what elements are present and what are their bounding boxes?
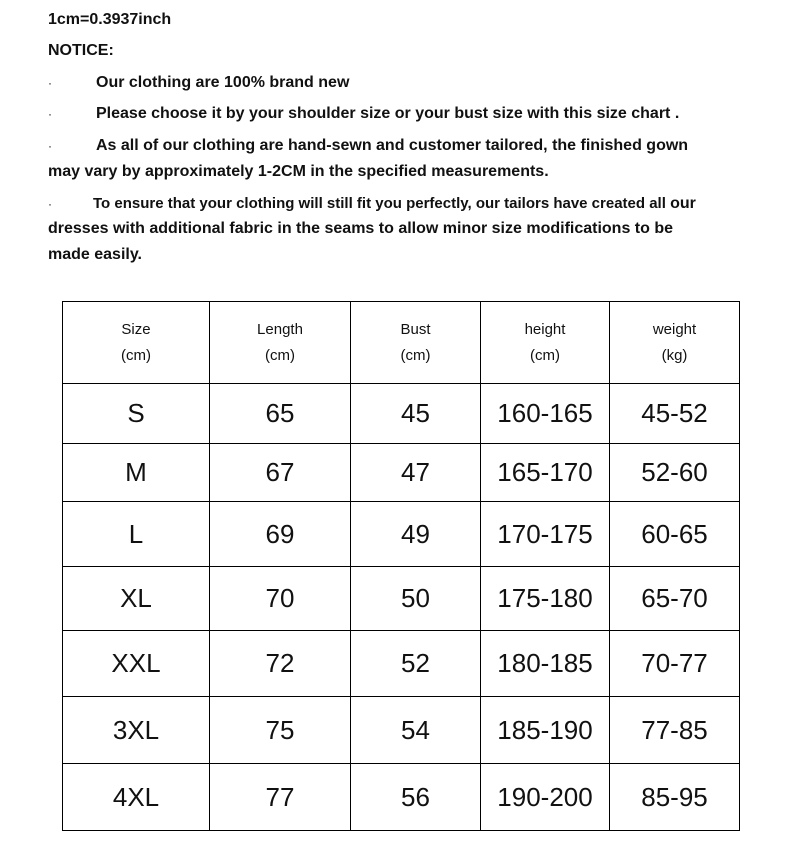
- cell-size: 3XL: [63, 697, 210, 764]
- notice-brand-new: Our clothing are 100% brand new: [96, 74, 350, 91]
- cell-size: M: [63, 444, 210, 502]
- notice-fit-line1-text: To ensure that your clothing will still fit you perfectly, our tailors have created all: [93, 195, 666, 212]
- cell-height: 170-175: [481, 502, 610, 567]
- notice-hand-sewn-line2: may vary by approximately 1-2CM in the specified measurements.: [48, 163, 549, 180]
- table-header-row: [63, 302, 740, 384]
- cell-weight: 45-52: [610, 384, 740, 444]
- cell-length: 67: [210, 444, 351, 502]
- cell-height: 160-165: [481, 384, 610, 444]
- cell-bust: 47: [351, 444, 481, 502]
- bullet-icon: ·: [48, 107, 52, 121]
- cell-size: L: [63, 502, 210, 567]
- header-length: Length (cm): [210, 302, 351, 384]
- cell-length: 72: [210, 631, 351, 697]
- cell-length: 77: [210, 764, 351, 831]
- notice-fit-line3: made easily.: [48, 246, 142, 263]
- notice-title: NOTICE:: [48, 42, 114, 59]
- bullet-icon: ·: [48, 76, 52, 90]
- cell-height: 185-190: [481, 697, 610, 764]
- cell-weight: 52-60: [610, 444, 740, 502]
- cell-height: 165-170: [481, 444, 610, 502]
- cell-size: XL: [63, 567, 210, 631]
- cell-bust: 52: [351, 631, 481, 697]
- table-row: [63, 502, 740, 567]
- cell-weight: 77-85: [610, 697, 740, 764]
- notice-fit-line1-end: our: [670, 195, 696, 212]
- cell-size: 4XL: [63, 764, 210, 831]
- size-chart-table: [62, 301, 740, 831]
- cell-length: 69: [210, 502, 351, 567]
- table-row: [63, 384, 740, 444]
- table-row: [63, 567, 740, 631]
- bullet-icon: ·: [48, 197, 52, 211]
- unit-conversion: 1cm=0.3937inch: [48, 11, 172, 28]
- cell-length: 70: [210, 567, 351, 631]
- cell-size: XXL: [63, 631, 210, 697]
- cell-bust: 45: [351, 384, 481, 444]
- bullet-icon: ·: [48, 139, 52, 153]
- cell-height: 190-200: [481, 764, 610, 831]
- cell-height: 175-180: [481, 567, 610, 631]
- table-row: [63, 764, 740, 831]
- cell-bust: 50: [351, 567, 481, 631]
- cell-length: 65: [210, 384, 351, 444]
- cell-size: S: [63, 384, 210, 444]
- table-row: [63, 631, 740, 697]
- cell-length: 75: [210, 697, 351, 764]
- cell-weight: 60-65: [610, 502, 740, 567]
- cell-bust: 56: [351, 764, 481, 831]
- notice-fit-line2: dresses with additional fabric in the seams to allow minor size modifications to be: [48, 220, 674, 237]
- notice-choose-size: Please choose it by your shoulder size or your bust size with this size chart .: [96, 105, 680, 122]
- notice-hand-sewn-line1: As all of our clothing are hand-sewn and customer tailored, the finished gown: [96, 137, 689, 154]
- table-row: [63, 444, 740, 502]
- header-height: height (cm): [481, 302, 610, 384]
- notice-fit-line1: [93, 192, 696, 216]
- cell-weight: 70-77: [610, 631, 740, 697]
- header-bust: Bust (cm): [351, 302, 481, 384]
- cell-height: 180-185: [481, 631, 610, 697]
- cell-weight: 65-70: [610, 567, 740, 631]
- table-row: [63, 697, 740, 764]
- cell-weight: 85-95: [610, 764, 740, 831]
- header-weight: weight (kg): [610, 302, 740, 384]
- cell-bust: 49: [351, 502, 481, 567]
- header-size: Size (cm): [63, 302, 210, 384]
- cell-bust: 54: [351, 697, 481, 764]
